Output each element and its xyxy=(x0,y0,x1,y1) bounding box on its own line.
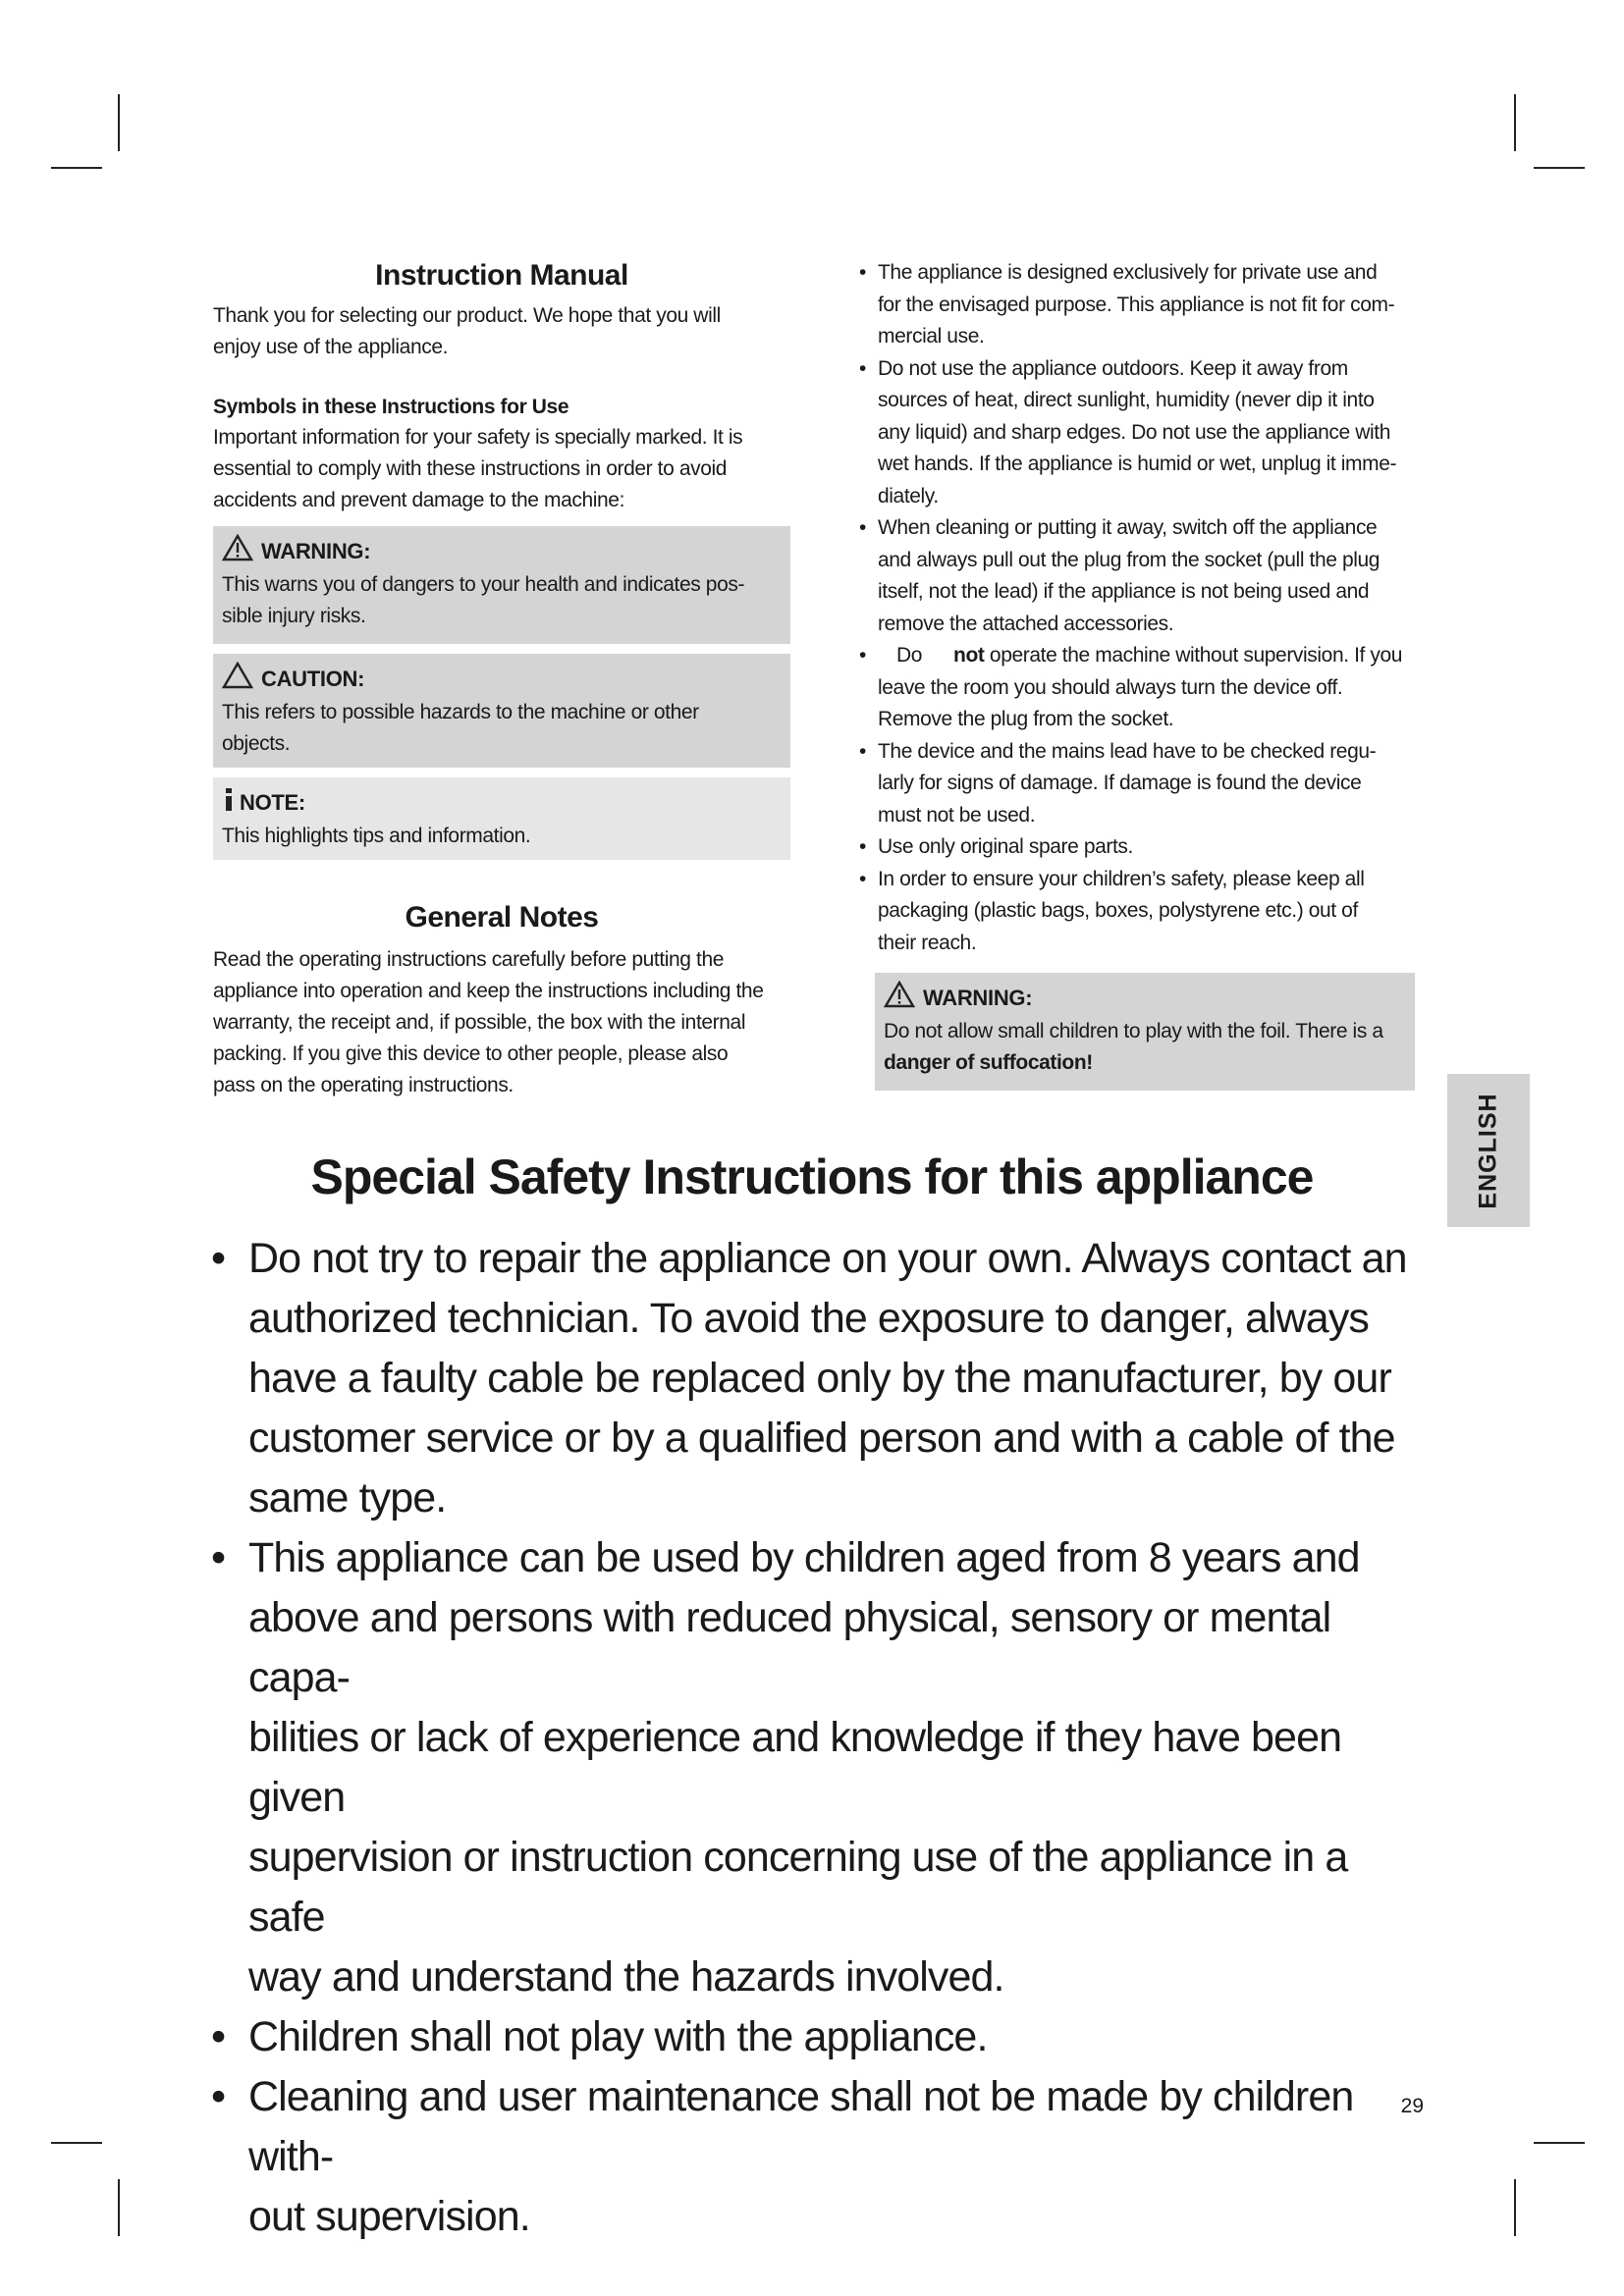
caution-text xyxy=(222,697,781,760)
caution-label: CAUTION: xyxy=(261,667,365,691)
text-line: Read the operating instructions carefully before putting the xyxy=(213,948,725,971)
list-item xyxy=(209,1229,1417,1528)
text-line: Cleaning and user maintenance shall not be made by children with- xyxy=(248,2073,1354,2180)
text-line: Children shall not play with the appliance. xyxy=(248,2013,988,2060)
general-notes-title: General Notes xyxy=(405,901,599,934)
text-line: This highlights tips and information. xyxy=(222,825,531,847)
symbols-subtitle: Symbols in these Instructions for Use xyxy=(213,396,569,418)
bullet-glyph: • xyxy=(859,356,866,380)
text-line: way and understand the hazards involved. xyxy=(248,1953,1004,2001)
text-line: above and persons with reduced physical, sensory or mental capa- xyxy=(248,1594,1331,1701)
warning-label: WARNING: xyxy=(923,986,1033,1010)
note-label: NOTE: xyxy=(240,790,305,815)
caution-triangle-icon xyxy=(222,662,253,697)
instruction-manual-title: Instruction Manual xyxy=(375,259,628,292)
symbols-paragraph xyxy=(213,422,790,516)
page-number: 29 xyxy=(1400,2095,1424,2117)
list-item xyxy=(209,2067,1417,2247)
caution-notice-box xyxy=(213,654,790,768)
list-item: • When cleaning or putting it away, switch off the appliance and always pull out the plug from the socket (pull the plug itself, not the lead) if the appliance is not being used and remove the attached accessories. xyxy=(838,512,1425,640)
text-line: bilities or lack of experience and knowledge if they have been given xyxy=(248,1714,1342,1821)
language-tab-label: ENGLISH xyxy=(1474,1092,1502,1209)
bullet-glyph: • xyxy=(859,516,866,539)
bullet-glyph: • xyxy=(211,2013,226,2060)
text-line: objects. xyxy=(222,732,291,755)
text-line: appliance into operation and keep the instructions including the xyxy=(213,980,764,1002)
list-item xyxy=(209,2007,1417,2067)
crop-mark xyxy=(1514,2179,1516,2236)
warning-label: WARNING: xyxy=(261,539,371,563)
text-line: authorized technician. To avoid the exposure to danger, always xyxy=(248,1295,1370,1342)
crop-mark xyxy=(1534,167,1585,169)
text-line: supervision or instruction concerning use of the appliance in a safe xyxy=(248,1834,1348,1941)
text-line: out supervision. xyxy=(248,2193,530,2240)
text-line: enjoy use of the appliance. xyxy=(213,336,449,358)
text-line: same type. xyxy=(248,1474,447,1522)
list-item: • Use only original spare parts. xyxy=(838,831,1425,864)
text-line: accidents and prevent damage to the machine: xyxy=(213,489,625,511)
bullet-glyph: • xyxy=(859,835,866,858)
special-safety-list xyxy=(209,1229,1417,2247)
bullet-glyph: • xyxy=(211,1534,226,1581)
warning-triangle-icon xyxy=(884,981,915,1016)
crop-mark xyxy=(51,2142,102,2144)
text-line: essential to comply with these instructions in order to avoid xyxy=(213,457,728,480)
bullet-glyph: • xyxy=(859,739,866,763)
list-item: • The device and the mains lead have to be checked regu- larly for signs of damage. If damage is found the device must not be used. xyxy=(838,736,1425,832)
bullet-glyph: • xyxy=(859,644,866,667)
special-safety-title: Special Safety Instructions for this appliance xyxy=(310,1149,1314,1204)
general-safety-list xyxy=(838,257,1425,959)
warning-notice-box xyxy=(213,526,790,644)
text-line: pass on the operating instructions. xyxy=(213,1074,514,1096)
bullet-glyph: • xyxy=(859,261,866,284)
left-column xyxy=(213,259,790,1101)
text-line: This refers to possible hazards to the machine or other xyxy=(222,701,699,723)
text-line: Do not try to repair the appliance on your own. Always contact an xyxy=(248,1235,1407,1282)
text-line: warranty, the receipt and, if possible, the box with the internal xyxy=(213,1011,746,1034)
info-icon xyxy=(222,785,236,821)
note-text xyxy=(222,821,781,852)
crop-mark xyxy=(1534,2142,1585,2144)
foil-warning-box xyxy=(875,973,1415,1091)
text-line: Thank you for selecting our product. We hope that you will xyxy=(213,304,721,327)
list-item: • The appliance is designed exclusively for private use and for the envisaged purpose. This appliance is not fit for com- mercial use. xyxy=(838,257,1425,353)
text-line: sible injury risks. xyxy=(222,605,366,627)
list-item: • In order to ensure your children’s safety, please keep all packaging (plastic bags, boxes, polystyrene etc.) out of their reach. xyxy=(838,864,1425,960)
intro-paragraph xyxy=(213,300,790,363)
list-item xyxy=(209,1528,1417,2007)
crop-mark xyxy=(118,94,120,151)
crop-mark xyxy=(1514,94,1516,151)
bullet-glyph: • xyxy=(211,2073,226,2120)
note-notice-box xyxy=(213,777,790,860)
warning-text xyxy=(222,569,781,632)
right-column xyxy=(838,257,1425,1091)
crop-mark xyxy=(118,2179,120,2236)
text-line: have a faulty cable be replaced only by the manufacturer, by our xyxy=(248,1355,1391,1402)
bullet-glyph: • xyxy=(211,1235,226,1282)
text-line-bold: danger of suffocation! xyxy=(884,1051,1093,1074)
foil-warning-text xyxy=(884,1016,1405,1079)
text-line: Important information for your safety is specially marked. It is xyxy=(213,426,743,449)
warning-triangle-icon xyxy=(222,534,253,569)
text-line: This warns you of dangers to your health and indicates pos- xyxy=(222,573,745,596)
list-item: • Do not operate the machine without supervision. If you leave the room you should always turn the device off. Remove the plug from the socket. xyxy=(838,640,1425,736)
list-item: • Do not use the appliance outdoors. Keep it away from sources of heat, direct sunlight, humidity (never dip it into any liquid) and sharp edges. Do not use the appliance with wet hands. If the appliance is humid or wet, unplug it imme- diately. xyxy=(838,353,1425,513)
text-line: packing. If you give this device to other people, please also xyxy=(213,1042,729,1065)
text-line: Do not allow small children to play with the foil. There is a xyxy=(884,1020,1383,1042)
bullet-glyph: • xyxy=(859,867,866,890)
crop-mark xyxy=(51,167,102,169)
text-line: This appliance can be used by children aged from 8 years and xyxy=(248,1534,1360,1581)
general-notes-paragraph xyxy=(213,944,790,1101)
text-line: customer service or by a qualified person and with a cable of the xyxy=(248,1415,1395,1462)
